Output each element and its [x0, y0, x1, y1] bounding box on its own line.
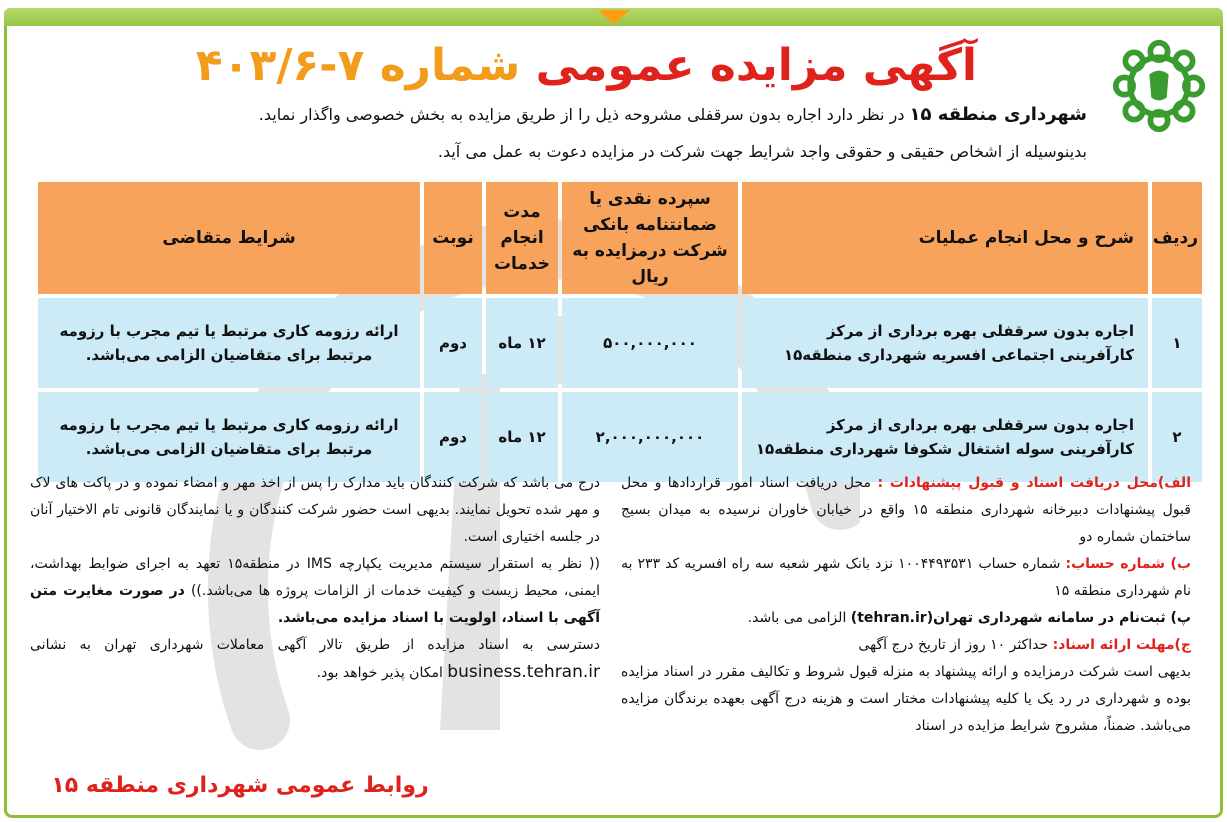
header-round: نوبت — [424, 182, 482, 294]
table-row — [38, 392, 1202, 482]
details-right-column — [621, 470, 1191, 740]
cell-conditions: ارائه رزومه کاری مرتبط یا تیم مجرب با رزومه مرتبط برای متقاضیان الزامی می‌باشد. — [38, 298, 420, 388]
intro-line-2: بدینوسیله از اشخاص حقیقی و حقوقی واجد شرایط جهت شرکت در مزایده دعوت به عمل می آید. — [437, 142, 1087, 161]
cell-deposit: ۲,۰۰۰,۰۰۰,۰۰۰ — [562, 392, 738, 482]
title-main: آگهی مزایده عمومی — [535, 40, 977, 91]
section-b-label: ب) شماره حساب: — [1065, 556, 1192, 572]
cell-round: دوم — [424, 392, 482, 482]
table-header-row — [38, 182, 1202, 294]
intro-text: در نظر دارد اجاره بدون سرقفلی مشروحه ذیل را از طریق مزایده به بخش خصوصی واگذار نماید. — [258, 105, 910, 124]
section-a — [621, 470, 1191, 551]
details-left-column — [30, 470, 600, 687]
intro-emphasis: شهرداری منطقه ۱۵ — [909, 104, 1087, 125]
ad-title — [195, 34, 977, 98]
section-a-text: محل دریافت اسناد امور قراردادها و محل قبول پیشنهادات دبیرخانه شهرداری منطقه ۱۵ واقع در خیابان خاوران نرسیده به میدان بسیج ساختمان شماره دو — [621, 475, 1191, 545]
section-j-text: حداکثر ۱۰ روز از تاریخ درج آگهی — [858, 637, 1053, 653]
cell-description: اجاره بدون سرقفلی بهره برداری از مرکز کارآفرینی سوله اشتغال شکوفا شهرداری منطقه۱۵ — [742, 392, 1148, 482]
table-row — [38, 298, 1202, 388]
section-p-label: پ) ثبت‌نام در سامانه شهرداری تهران( — [926, 610, 1191, 626]
cell-round: دوم — [424, 298, 482, 388]
public-relations-signature: روابط عمومی شهرداری منطقه ۱۵ — [51, 773, 429, 798]
ims-note: (( نظر به استقرار سیستم مدیریت یکپارچه IMS در منطقه۱۵ تعهد به اجرای ضوابط بهداشت، ایمنی، محیط زیست و کیفیت خدمات از الزامات پروژه ها می‌باشد.)) — [30, 556, 600, 599]
left-paragraph-1: درج می باشد که شرکت کنندگان باید مدارک را پس از اخذ مهر و امضاء نموده و در پاکت های لاک و مهر شده تحویل نمایند. بدیهی است حضور شرکت کنندگان و یا نمایندگان قانونی تام الاختیار آنان در جلسه اختیاری است. — [30, 475, 600, 545]
header-deposit: سپرده نقدی یا ضمانتنامه بانکی شرکت درمزایده به ریال — [562, 182, 738, 294]
tehran-site-link[interactable]: tehran.ir — [857, 610, 927, 626]
cell-duration: ۱۲ ماه — [486, 392, 558, 482]
cell-number: ۱ — [1152, 298, 1202, 388]
left-paragraph-2 — [30, 551, 600, 632]
header-duration: مدت انجام خدمات — [486, 182, 558, 294]
header-row-number: ردیف — [1152, 182, 1202, 294]
auction-table — [34, 178, 1206, 486]
title-number: شماره ۷-۴۰۳/۶ — [195, 40, 521, 91]
cell-description: اجاره بدون سرقفلی بهره برداری از مرکز کارآفرینی اجتماعی افسریه شهرداری منطقه۱۵ — [742, 298, 1148, 388]
section-p-close: ) — [850, 610, 858, 626]
banner-triangle — [598, 10, 630, 24]
priority-note: در صورت مغایرت متن آگهی با اسناد، اولویت با اسناد مزایده می‌باشد. — [30, 583, 600, 626]
section-j-more: بدیهی است شرکت درمزایده و ارائه پیشنهاد به منزله قبول شروط و تکالیف مقرر در اسناد مزایده بوده و شهرداری در رد یک یا کلیه پیشنهادات مختار است و هزینه درج آگهی بعهده برندگان مزایده می‌باشد. ضمناً، مشروح شرایط مزایده در اسناد — [621, 664, 1191, 734]
section-b — [621, 551, 1191, 605]
access-note-end: امکان پذیر خواهد بود. — [316, 665, 448, 681]
municipality-logo-icon — [1111, 38, 1207, 134]
header-conditions: شرایط متقاضی — [38, 182, 420, 294]
section-j — [621, 632, 1191, 659]
section-p-text: الزامی می باشد. — [747, 610, 851, 626]
section-a-label: الف)محل دریافت اسناد و قبول پیشنهادات : — [877, 475, 1191, 491]
cell-number: ۲ — [1152, 392, 1202, 482]
section-j-label: ج)مهلت ارائه اسناد: — [1052, 637, 1191, 653]
cell-duration: ۱۲ ماه — [486, 298, 558, 388]
cell-conditions: ارائه رزومه کاری مرتبط یا تیم مجرب با رزومه مرتبط برای متقاضیان الزامی می‌باشد. — [38, 392, 420, 482]
section-p — [621, 605, 1191, 632]
cell-deposit: ۵۰۰,۰۰۰,۰۰۰ — [562, 298, 738, 388]
header-description: شرح و محل انجام عملیات — [742, 182, 1148, 294]
access-note: دسترسی به اسناد مزایده از طریق تالار آگهی معاملات شهرداری تهران به نشانی — [30, 637, 600, 653]
business-site-link[interactable]: business.tehran.ir — [447, 662, 600, 682]
section-b-text: شماره حساب ۱۰۰۴۴۹۳۵۳۱ نزد بانک شهر شعبه سه راه افسریه کد ۲۳۳ به نام شهرداری منطقه ۱۵ — [621, 556, 1191, 599]
intro-line-1 — [120, 104, 1087, 125]
left-paragraph-3 — [30, 632, 600, 687]
